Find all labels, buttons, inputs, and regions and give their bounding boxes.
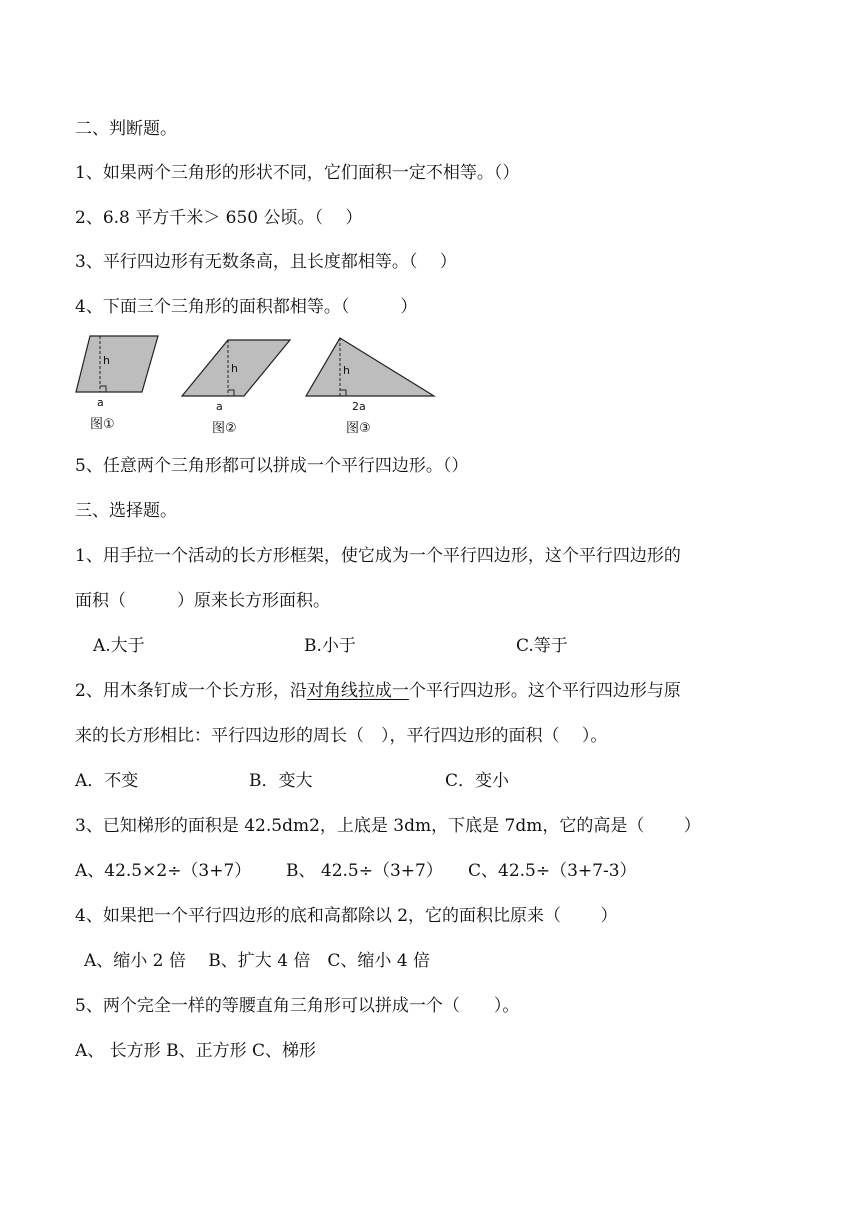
figure-3-base-label: 2a [352, 400, 366, 413]
choice-q3-option-b: B、 42.5÷（3+7） [286, 861, 443, 881]
choice-q2-pre: 2、用木条钉成一个长方形，沿 [75, 681, 307, 701]
figure-2-height-label: h [231, 362, 238, 375]
choice-q2-option-c: C．变小 [445, 771, 510, 791]
figure-2 [180, 338, 300, 438]
choice-q5-options: A、 长方形 B、正方形 C、梯形 [75, 1041, 316, 1061]
judge-q5: 5、任意两个三角形都可以拼成一个平行四边形。（） [75, 456, 469, 476]
figure-1-height-label: h [103, 354, 110, 367]
choice-q2-line2: 来的长方形相比：平行四边形的周长（ ），平行四边形的面积（ ）。 [75, 726, 608, 746]
figure-2-base-label: a [216, 400, 223, 413]
figure-1-parallelogram [76, 336, 158, 392]
figure-3-height-label: h [343, 364, 350, 377]
choice-q4: 4、如果把一个平行四边形的底和高都除以 2，它的面积比原来（ ） [75, 906, 618, 926]
figure-3-caption: 图③ [346, 421, 371, 436]
choice-q2-option-a: A．不变 [75, 771, 139, 791]
choice-q3-option-a: A、42.5×2÷（3+7） [75, 861, 252, 881]
choice-q3-option-c: C、42.5÷（3+7-3） [468, 861, 637, 881]
figure-3-triangle [306, 338, 434, 396]
choice-q2-underlined: 对角线拉成一 [306, 681, 409, 701]
section-choice-title: 三、选择题。 [75, 501, 177, 521]
choice-q2-post: 个平行四边形。这个平行四边形与原 [408, 681, 681, 701]
figure-3 [304, 336, 444, 436]
judge-q2: 2、6.8 平方千米＞ 650 公顷。（ ） [75, 208, 363, 228]
section-judge-title: 二、判断题。 [75, 119, 177, 139]
figure-1-caption: 图① [90, 417, 115, 432]
figure-1-base-label: a [97, 396, 104, 409]
choice-q1-option-b: B.小于 [304, 636, 356, 656]
choice-q1-option-c: C.等于 [516, 636, 568, 656]
choice-q2-option-b: B．变大 [249, 771, 313, 791]
judge-q4: 4、下面三个三角形的面积都相等。（ ） [75, 297, 418, 317]
choice-q2-line1 [75, 680, 681, 702]
choice-q3: 3、已知梯形的面积是 42.5dm2，上底是 3dm，下底是 7dm，它的高是（ ） [75, 816, 701, 836]
choice-q5: 5、两个完全一样的等腰直角三角形可以拼成一个（ ）。 [75, 996, 520, 1016]
choice-q1-line1: 1、用手拉一个活动的长方形框架，使它成为一个平行四边形，这个平行四边形的 [75, 546, 681, 566]
judge-q1: 1、如果两个三角形的形状不同，它们面积一定不相等。（） [75, 163, 520, 183]
choice-q1-line2: 面积（ ）原来长方形面积。 [75, 591, 330, 611]
choice-q4-options: A、缩小 2 倍 B、扩大 4 倍 C、缩小 4 倍 [84, 951, 431, 971]
judge-q3: 3、平行四边形有无数条高，且长度都相等。（ ） [75, 252, 457, 272]
figure-2-caption: 图② [212, 421, 237, 436]
choice-q1-option-a: A.大于 [93, 636, 145, 656]
figure-1 [70, 334, 170, 434]
